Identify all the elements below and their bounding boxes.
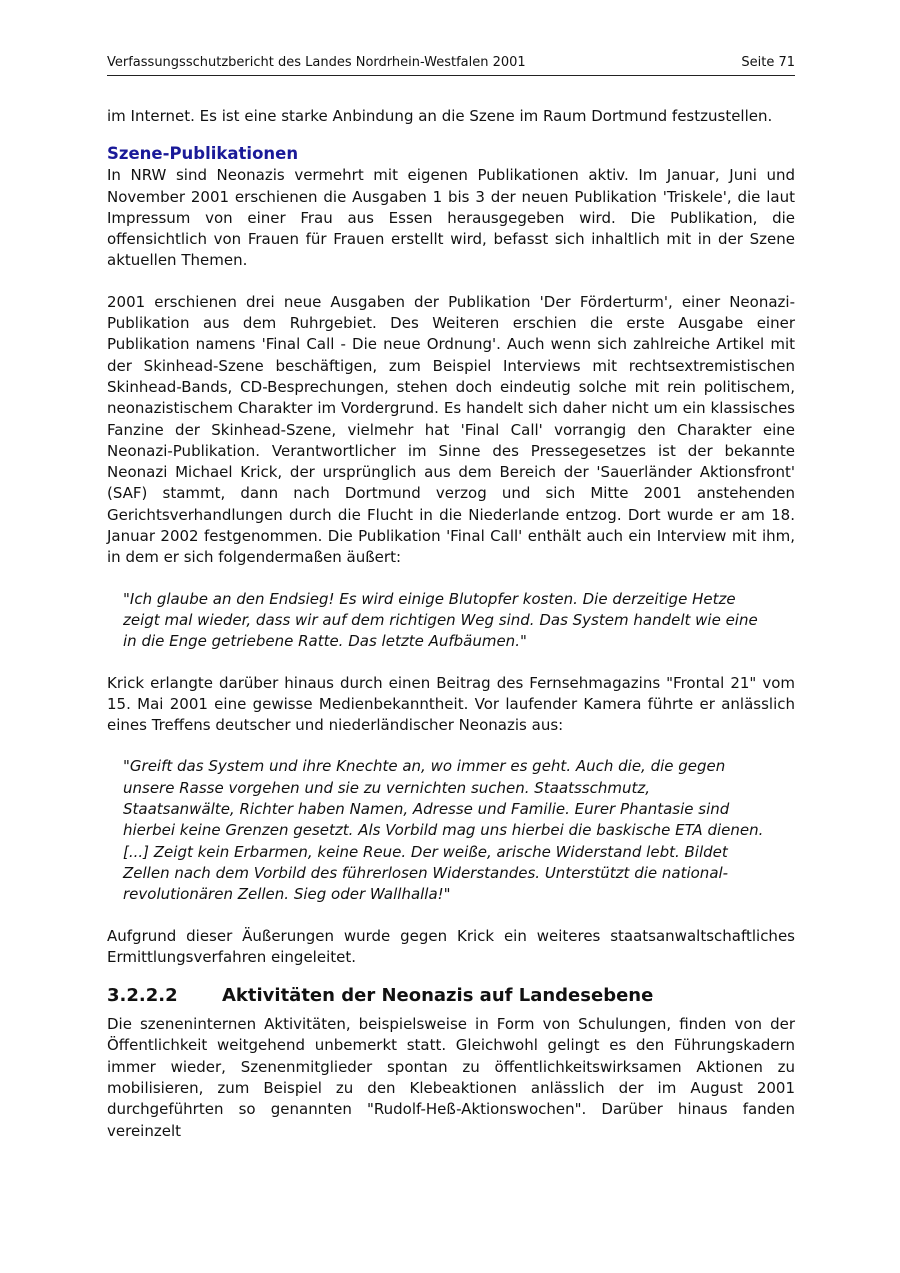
paragraph-aktivitaeten: Die szeneninternen Aktivitäten, beispielsweise in Form von Schulungen, finden von der Öffentlichkeit weitgehend unbemerkt statt. Gleichwohl gelingt es den Führungskadern immer wieder, Szenenmitglieder spontan zu öffentlichkeitswirksamen Aktionen zu mobilisieren, zum Beispiel zu den Klebeaktionen anlässlich der im August 2001 durchgeführten so genannten "Rudolf-Heß-Aktionswochen". Darüber hinaus fanden vereinzelt <box>107 1015 795 1140</box>
section-title: Aktivitäten der Neonazis auf Landesebene <box>222 985 654 1007</box>
quote-frontal21: "Greift das System und ihre Knechte an, wo immer es geht. Auch die, die gegen unsere Rasse vorgehen und sie zu vernichten suchen. Staatsschmutz, Staatsanwälte, Richter haben Namen, Adresse und Familie. Eurer Phantasie sind hierbei keine Grenzen gesetzt. Als Vorbild mag uns hierbei die baskische ETA dienen. [...] Zeigt kein Erbarmen, keine Reue. Der weiße, arische Widerstand lebt. Bildet Zellen nach dem Vorbild des führerlosen Widerstandes. Unterstützt die national-revolutionären Zellen. Sieg oder Wallhalla!" <box>123 757 764 904</box>
paragraph-intro: im Internet. Es ist eine starke Anbindung an die Szene im Raum Dortmund festzustellen. <box>107 107 773 125</box>
page-header <box>107 55 795 76</box>
document-body <box>107 106 795 1142</box>
paragraph-frontal21: Krick erlangte darüber hinaus durch einen Beitrag des Fernsehmagazins "Frontal 21" vom 15. Mai 2001 eine gewisse Medienbekanntheit. Vor laufender Kamera führte er anlässlich eines Treffens deutscher und niederländischer Neonazis aus: <box>107 673 795 735</box>
paragraph-final-call: 2001 erschienen drei neue Ausgaben der Publikation 'Der Förderturm', einer Neonazi-Publikation aus dem Ruhrgebiet. Des Weiteren erschien die erste Ausgabe einer Publikation namens 'Final Call - Die neue Ordnung'. Auch wenn sich zahlreiche Artikel mit der Skinhead-Szene beschäftigen, zum Beispiel Interviews mit rechtsextremistischen Skinhead-Bands, CD-Besprechungen, stehen doch eindeutig solche mit rein politischem, neonazistischem Charakter im Vordergrund. Es handelt sich daher nicht um ein klassisches Fanzine der Skinhead-Szene, vielmehr hat 'Final Call' vorrangig den Charakter eine Neonazi-Publikation. Verantwortlicher im Sinne des Pressegesetzes ist der bekannte Neonazi Michael Krick, der ursprünglich aus dem Bereich der 'Sauerländer Aktionsfront' (SAF) stammt, dann nach Dortmund verzog und sich Mitte 2001 anstehenden Gerichtsverhandlungen durch die Flucht in die Niederlande entzog. Dort wurde er am 18. Januar 2002 festgenommen. Die Publikation 'Final Call' enthält auch ein Interview mit ihm, in dem er sich folgendermaßen äußert: <box>107 292 795 567</box>
quote-interview: "Ich glaube an den Endsieg! Es wird einige Blutopfer kosten. Die derzeitige Hetze zeigt mal wieder, dass wir auf dem richtigen Weg sind. Das System handelt wie eine in die Enge getriebene Ratte. Das letzte Aufbäumen." <box>123 589 758 651</box>
section-number: 3.2.2.2 <box>107 985 178 1007</box>
paragraph-triskele: In NRW sind Neonazis vermehrt mit eigenen Publikationen aktiv. Im Januar, Juni und November 2001 erschienen die Ausgaben 1 bis 3 der neuen Publikation 'Triskele', die laut Impressum von einer Frau aus Essen herausgegeben wird. Die Publikation, die offensichtlich von Frauen für Frauen erstellt wird, befasst sich inhaltlich mit in der Szene aktuellen Themen. <box>107 166 795 270</box>
header-title: Verfassungsschutzbericht des Landes Nordrhein-Westfalen 2001 <box>107 55 526 70</box>
paragraph-ermittlungsverfahren: Aufgrund dieser Äußerungen wurde gegen Krick ein weiteres staatsanwaltschaftliches Ermittlungsverfahren eingeleitet. <box>107 926 795 966</box>
page-number: Seite 71 <box>741 55 795 70</box>
subheading-szene-publikationen: Szene-Publikationen <box>107 144 299 164</box>
section-heading <box>107 984 795 1008</box>
